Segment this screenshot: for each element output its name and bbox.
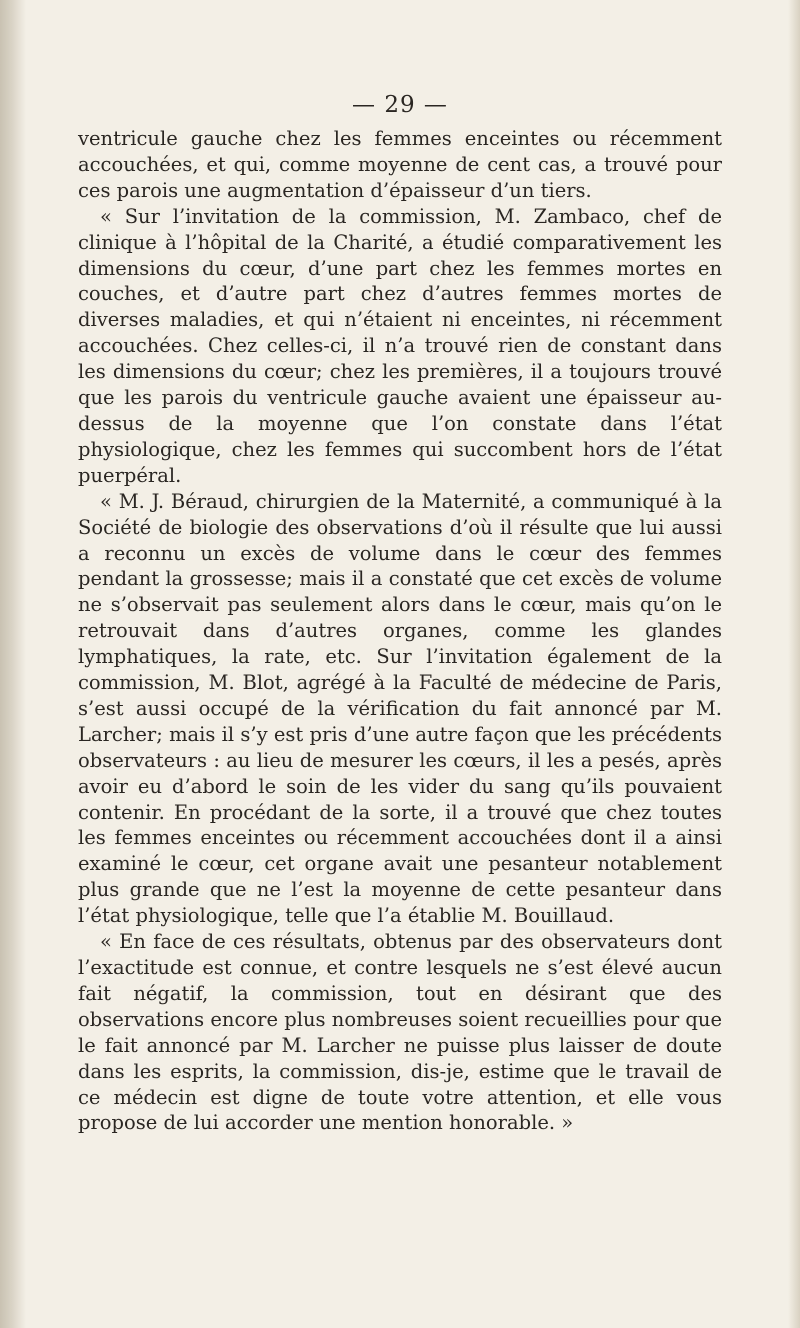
page-edge-shadow-right bbox=[788, 0, 800, 1328]
paragraph-conclusion: « En face de ces résultats, obtenus par des observateurs dont l’exactitude est connue, et contre lesquels ne s’est élevé aucun fait négatif, la commission, tout en désirant que des observations encore plus nombreuses soient recueillies pour que le fait annoncé par M. Larcher ne puisse plus laisser de doute dans les esprits, la commission, dis-je, estime que le travail de ce médecin est digne de toute votre attention, et elle vous propose de lui accorder une mention honorable. » bbox=[78, 930, 722, 1135]
page-edge-shadow-left bbox=[0, 0, 26, 1328]
paragraph-continuation: ventricule gauche chez les femmes enceintes ou récemment accouchées, et qui, comme moyenne de cent cas, a trouvé pour ces parois une augmentation d’épaisseur d’un tiers. bbox=[78, 127, 722, 202]
paragraph-zambaco: « Sur l’invitation de la commission, M. Zambaco, chef de clinique à l’hôpital de la Charité, a étudié comparativement les dimensions du cœur, d’une part chez les femmes mortes en couches, et d’autre part chez d’autres femmes mortes de diverses maladies, et qui n’étaient ni enceintes, ni récemment accouchées. Chez celles-ci, il n’a trouvé rien de constant dans les dimensions du cœur; chez les premières, il a toujours trouvé que les parois du ventricule gauche avaient une épaisseur au-dessus de la moyenne que l’on constate dans l’état physiologique, chez les femmes qui succombent hors de l’état puerpéral. bbox=[78, 204, 722, 487]
body-text bbox=[78, 126, 722, 1136]
paragraph-beraud-blot: « M. J. Béraud, chirurgien de la Maternité, a communiqué à la Société de biologie des observations d’où il résulte que lui aussi a reconnu un excès de volume dans le cœur des femmes pendant la grossesse; mais il a constaté que cet excès de volume ne s’observait pas seulement alors dans le cœur, mais qu’on le retrouvait dans d’autres organes, comme les glandes lymphatiques, la rate, etc. Sur l’invitation également de la commission, M. Blot, agrégé à la Faculté de médecine de Paris, s’est aussi occupé de la vérification du fait annoncé par M. Larcher; mais il s’y est pris d’une autre façon que les précédents observateurs : au lieu de mesurer les cœurs, il les a pesés, après avoir eu d’abord le soin de les vider du sang qu’ils pouvaient contenir. En procédant de la sorte, il a trouvé que chez toutes les femmes enceintes ou récemment accouchées dont il a ainsi examiné le cœur, cet organe avait une pesanteur notablement plus grande que ne l’est la moyenne de cette pesanteur dans l’état physiologique, telle que l’a établie M. Bouillaud. bbox=[78, 489, 722, 928]
page-number: — 29 — bbox=[352, 92, 448, 118]
